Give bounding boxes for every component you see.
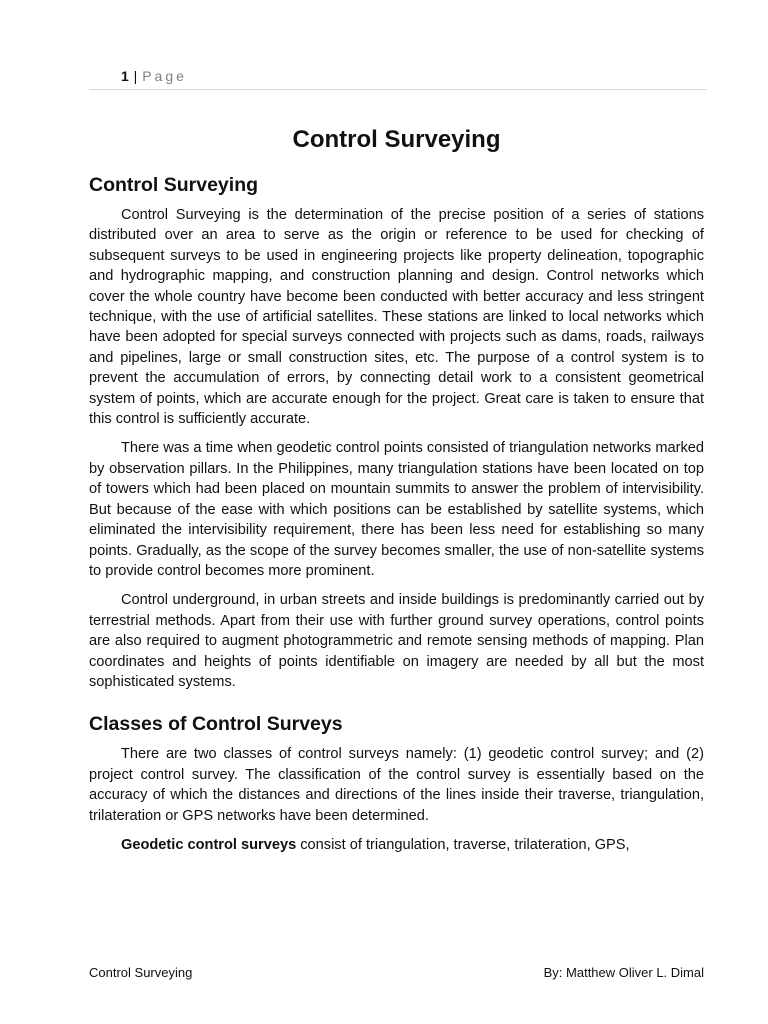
geodetic-term: Geodetic control surveys	[121, 836, 297, 853]
section-heading-classes: Classes of Control Surveys	[89, 713, 343, 736]
footer-author: By: Matthew Oliver L. Dimal	[543, 965, 704, 980]
page-number: 1	[121, 68, 130, 84]
page-separator: |	[129, 68, 143, 84]
page-header	[89, 68, 707, 90]
paragraph-definition: Control Surveying is the determination of the precise position of a series of stations distributed over an area to serve as the origin or reference to be used for checking of subsequent surveys to be used in engineering projects like property delineation, topographic and hydrographic mapping, and construction planning and design. Control networks which cover the whole country have become been conducted with better accuracy and less stringent technique, with the use of artificial satellites. These stations are linked to local networks which have been adopted for special surveys connected with projects such as dams, roads, railways and pipelines, large or small construction sites, etc. The purpose of a control system is to prevent the accumulation of errors, by connecting detail work to a consistent geometrical system of points, which are accurate enough for the project. Great care is taken to ensure that this control is sufficiently accurate.	[89, 207, 704, 428]
paragraph-geodetic	[89, 835, 704, 855]
geodetic-text: consist of triangulation, traverse, trilateration, GPS,	[296, 836, 630, 853]
paragraph-history: There was a time when geodetic control points consisted of triangulation networks marked by observation pillars. In the Philippines, many triangulation stations have been located on top of towers which had been placed on mountain summits to answer the problem of intervisibility. But because of the ease with which positions can be established by satellite systems, which eliminated the intervisibility requirement, there has been less need for establishing so many points. Gradually, as the scope of the survey becomes smaller, the use of non-satellite systems to provide control becomes more prominent.	[89, 440, 704, 579]
paragraph-underground: Control underground, in urban streets and inside buildings is predominantly carried out by terrestrial methods. Apart from their use with further ground survey operations, control points are also required to augment photogrammetric and remote sensing methods of mapping. Plan coordinates and heights of points identifiable on imagery are needed by all but the most sophisticated systems.	[89, 592, 704, 690]
footer-title: Control Surveying	[89, 965, 193, 980]
page-footer	[89, 965, 704, 980]
paragraph-classes: There are two classes of control surveys namely: (1) geodetic control survey; and (2) project control survey. The classification of the control survey is essentially based on the accuracy of which the distances and directions of the lines inside their traverse, triangulation, trilateration or GPS networks have been determined.	[89, 746, 704, 824]
document-title: Control Surveying	[292, 126, 501, 153]
page-label: Page	[142, 68, 187, 84]
section-heading-control-surveying: Control Surveying	[89, 174, 259, 196]
document-body	[89, 172, 704, 864]
